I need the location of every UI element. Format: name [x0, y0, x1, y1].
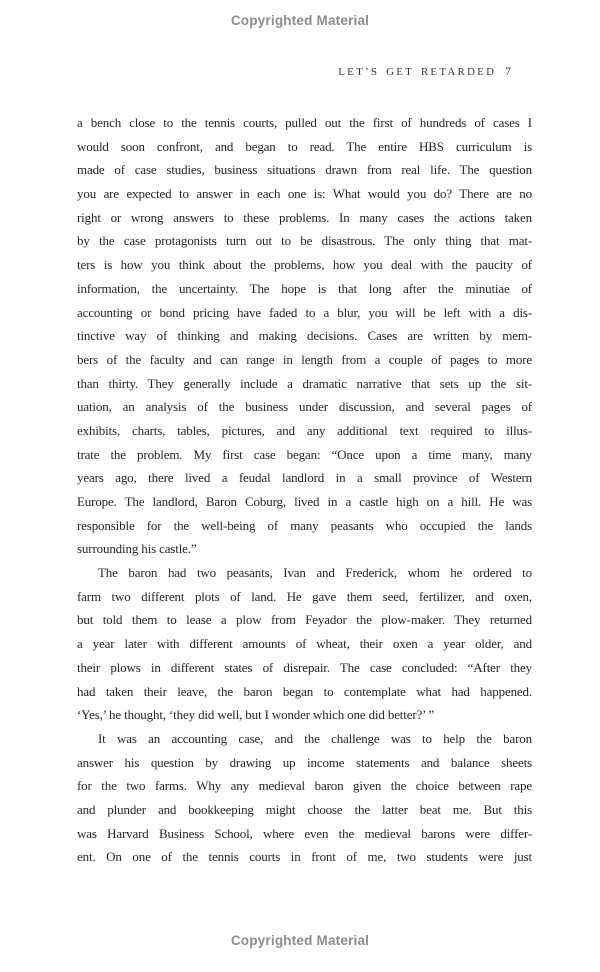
- body-line: by the case protagonists turn out to be disastrous. The only thing that mat-: [77, 233, 532, 249]
- body-line: responsible for the well-being of many peasants who occupied the lands: [77, 517, 532, 533]
- copyright-banner-bottom: Copyrighted Material: [230, 933, 370, 948]
- body-line: you are expected to answer in each one is: What would you do? There are no: [77, 186, 532, 202]
- chapter-title: LET’S GET RETARDED: [338, 66, 497, 78]
- body-line: was Harvard Business School, where even the medieval barons were differ-: [77, 825, 532, 841]
- body-line: accounting or bond pricing have faded to a blur, you will be left with a dis-: [77, 304, 532, 320]
- body-line: their plows in different states of disrepair. The case concluded: “After they: [77, 659, 532, 675]
- body-line: farm two different plots of land. He gave them seed, fertilizer, and oxen,: [77, 588, 532, 604]
- copyright-banner-top: Copyrighted Material: [230, 13, 370, 28]
- body-line: uation, an analysis of the business under discussion, and several pages of: [77, 399, 532, 415]
- body-line: for the two farms. Why any medieval baron given the choice between rape: [77, 778, 532, 794]
- body-line: exhibits, charts, tables, pictures, and any additional text required to illus-: [77, 422, 532, 438]
- page-number: 7: [505, 66, 511, 78]
- body-line: a bench close to the tennis courts, pulled out the first of hundreds of cases I: [77, 115, 532, 130]
- body-line: would soon confront, and began to read. The entire HBS curriculum is: [77, 138, 532, 154]
- body-line: right or wrong answers to these problems. In many cases the actions taken: [77, 209, 532, 225]
- body-line: trate the problem. My first case began: “Once upon a time many, many: [77, 446, 532, 462]
- body-line: information, the uncertainty. The hope is that long after the minutiae of: [77, 280, 532, 296]
- body-line: and plunder and bookkeeping might choose the latter beat me. But this: [77, 801, 532, 817]
- body-line: The baron had two peasants, Ivan and Frederick, whom he ordered to: [98, 565, 532, 581]
- body-line: made of case studies, business situations drawn from real life. The question: [77, 162, 532, 178]
- body-line: years ago, there lived a feudal landlord in a small province of Western: [77, 470, 532, 486]
- body-line: ‘Yes,’ he thought, ‘they did well, but I wonder which one did better?’ ”: [77, 707, 435, 723]
- body-line: surrounding his castle.”: [77, 541, 197, 557]
- body-text: [77, 111, 532, 869]
- body-line: answer his question by drawing up income statements and balance sheets: [77, 754, 532, 770]
- body-line: had taken their leave, the baron began to contemplate what had happened.: [77, 683, 532, 699]
- body-line: but told them to lease a plow from Feyador the plow-maker. They returned: [77, 612, 532, 628]
- body-line: ent. On one of the tennis courts in front of me, two students were just: [77, 849, 532, 865]
- body-line: ters is how you think about the problems, how you deal with the paucity of: [77, 257, 532, 273]
- body-line: It was an accounting case, and the challenge was to help the baron: [98, 730, 532, 746]
- body-line: Europe. The landlord, Baron Coburg, lived in a castle high on a hill. He was: [77, 494, 532, 509]
- body-line: than thirty. They generally include a dramatic narrative that sets up the sit-: [77, 375, 532, 391]
- body-line: a year later with different amounts of wheat, their oxen a year older, and: [77, 636, 532, 652]
- body-line: tinctive way of thinking and making decisions. Cases are written by mem-: [77, 328, 532, 344]
- running-head: [338, 66, 511, 78]
- body-line: bers of the faculty and can range in length from a couple of pages to more: [77, 351, 532, 367]
